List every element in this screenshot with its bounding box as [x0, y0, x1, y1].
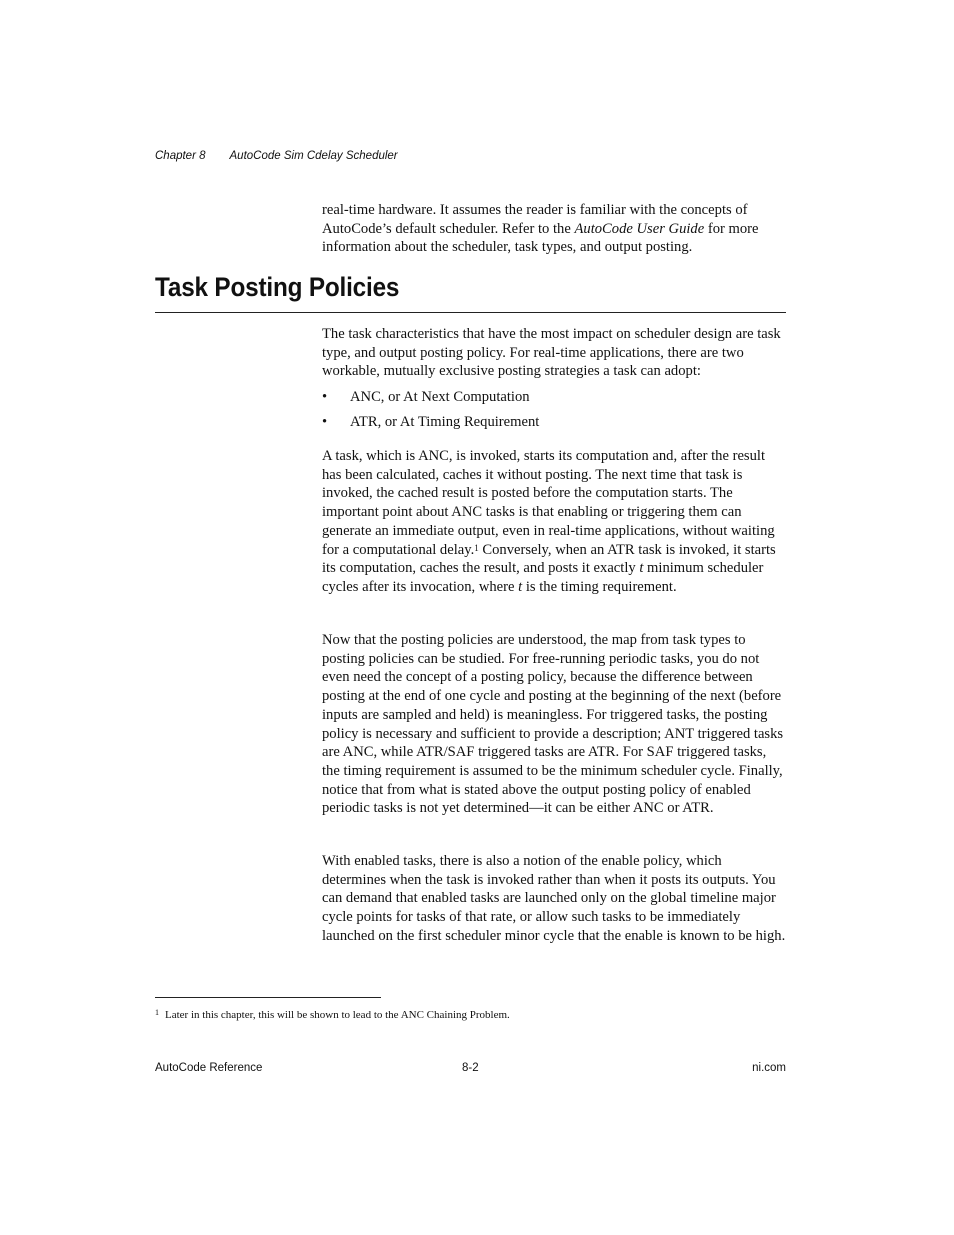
paragraph-posting-map	[322, 631, 786, 818]
footnote-number: 1	[155, 1008, 159, 1017]
list-item-text: ATR, or At Timing Requirement	[350, 414, 540, 430]
paragraph-text: Now that the posting policies are understood, the map from task types to posting policies can be studied. For free-running periodic tasks, you do not even need the concept of a posting policy, because the difference between posting at the end of one cycle and posting at the beginning of the next (before inputs are sampled and held) is meaningless. For triggered tasks, the posting policy is necessary and sufficient to provide a description; ANT triggered tasks are ANC, while ATR/SAF triggered tasks are ATR. For SAF triggered tasks, the timing requirement is assumed to be the minimum scheduler cycle. Finally, notice that from what is stated above the output posting policy of enabled periodic tasks is not yet determined—it can be either ANC or ATR.	[322, 632, 784, 817]
paragraph-enable-policy	[322, 852, 786, 946]
paragraph-task-characteristics	[322, 325, 786, 381]
bullet-marker: •	[322, 389, 328, 405]
paragraph-text: A task, which is ANC, is invoked, starts its computation and, after the result has been calculated, caches it without posting. The next time that task is invoked, the cached result is posted before the computation starts. The important point about ANC tasks is that enabling or triggering them can generate an immediate output, even in real-time applications, without waiting for a computational delay.	[322, 448, 775, 558]
paragraph-text: minimum scheduler cycles after its invocation, where	[322, 560, 764, 595]
intro-text-end: for more information about the scheduler, task types, and output posting.	[322, 220, 759, 256]
paragraph-text: With enabled tasks, there is also a notion of the enable policy, which determines when the task is invoked rather than when it posts its outputs. You can demand that enabled tasks are launched only on the global timeline major cycle points for tasks of that rate, or allow such tasks to be immediately launched on the first scheduler minor cycle that the enable is known to be high.	[322, 853, 786, 944]
section-title: Task Posting Policies	[155, 272, 400, 302]
chapter-number: Chapter 8	[155, 150, 206, 162]
footnote-rule	[155, 997, 381, 998]
bullet-marker: •	[322, 414, 328, 430]
chapter-title: AutoCode Sim Cdelay Scheduler	[229, 150, 398, 162]
list-item	[322, 413, 786, 438]
intro-text: real-time hardware. It assumes the reader is familiar with the concepts of AutoCode’s default scheduler. Refer to the	[322, 202, 748, 237]
list-item-text: ANC, or At Next Computation	[350, 389, 530, 405]
footer-page-number: 8-2	[462, 1062, 479, 1074]
intro-paragraph	[322, 201, 786, 257]
variable-t: t	[639, 560, 644, 577]
user-guide-reference: AutoCode User Guide	[574, 220, 705, 237]
footnote-reference[interactable]: 1	[474, 542, 479, 553]
footnote-text: Later in this chapter, this will be shown to lead to the ANC Chaining Problem.	[165, 1009, 510, 1021]
footer-website-link[interactable]: ni.com	[752, 1062, 786, 1074]
paragraph-text: The task characteristics that have the most impact on scheduler design are task type, and output posting policy. For real-time applications, there are two workable, mutually exclusive posting strategies a task can adopt:	[322, 326, 781, 380]
paragraph-anc-atr	[322, 447, 786, 597]
paragraph-text: Conversely, when an ATR task is invoked, it starts its computation, caches the result, and posts it exactly	[322, 541, 776, 577]
posting-strategy-list	[322, 388, 786, 438]
footnote	[155, 1009, 510, 1021]
footer-book-title: AutoCode Reference	[155, 1062, 263, 1074]
list-item	[322, 388, 786, 413]
paragraph-text: is the timing requirement.	[522, 578, 677, 595]
variable-t: t	[518, 578, 523, 595]
running-header	[155, 150, 398, 162]
title-rule	[155, 312, 786, 313]
